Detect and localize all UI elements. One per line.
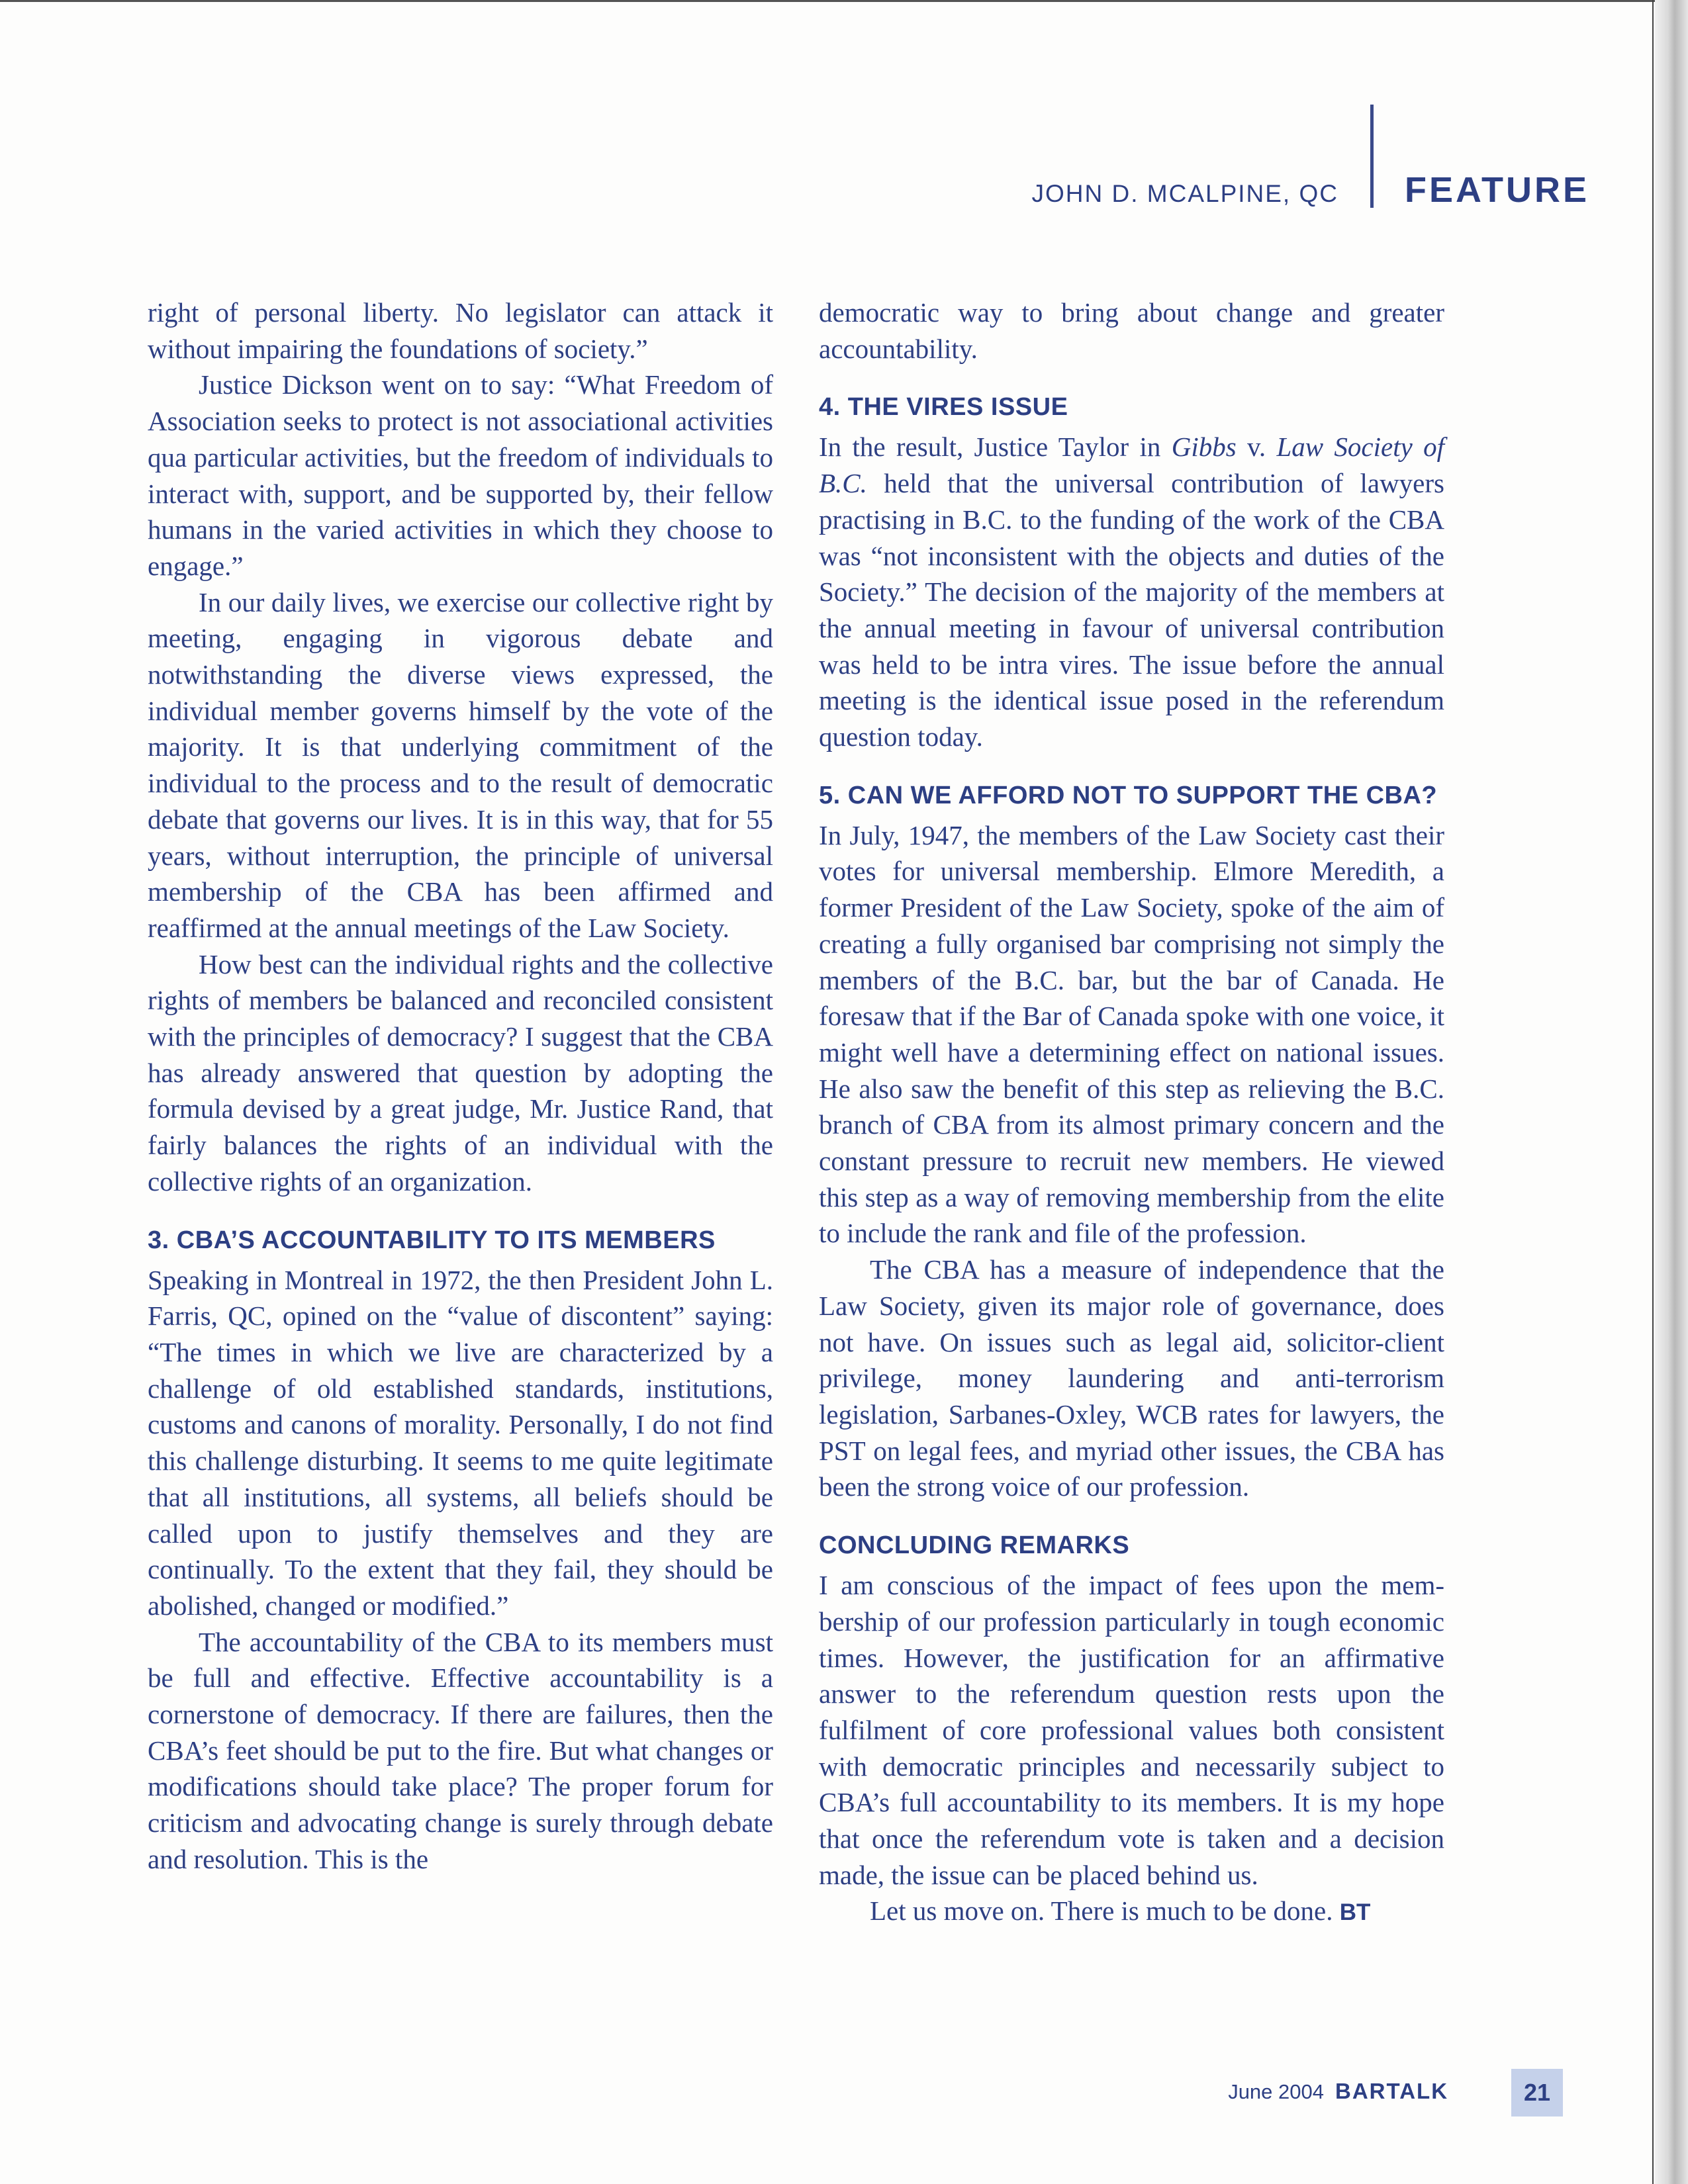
header-section-label: FEATURE (1405, 170, 1589, 210)
section-heading: 4. THE VIRES ISSUE (819, 393, 1068, 422)
left-column (148, 295, 773, 1878)
paragraph: The CBA has a measure of independence that the Law Society, given its major role of governance, does not have. On issues such as legal aid, solicitor-client privilege, money laundering and anti-terrorism legislation, Sarbanes-Oxley, WCB rates for lawyers, the PST on legal fees, and myriad other issues, the CBA has been the strong voice of our profession. (819, 1254, 1444, 1502)
right-column (819, 295, 1444, 1931)
case-name: Law Society of B.C. (819, 432, 1445, 499)
paragraph (819, 429, 1444, 754)
paragraph: right of personal liberty. No legislator can attack it without impairing the foundations of society.” (148, 297, 773, 364)
paragraph: The accountability of the CBA to its members must be full and effective. Effective accountability is a cornerstone of democracy. If there are failures, then the CBA’s feet should be put to the fire. But what changes or modifications should take place? The proper forum for criticism and advocating change is surely through debate and resolution. This is the (148, 1626, 773, 1874)
paragraph: Speaking in Montreal in 1972, the then President John L. Farris, QC, opined on the “value of discontent” saying: “The times in which we live are characterized by a challenge of old established standards, institutions, customs and canons of morality. Personally, I do not find this challenge disturbing. It seems to me quite legitimate that all institutions, all systems, all beliefs should be called upon to justify themselves and they are continually. To the extent that they fail, they should be abolished, changed or modified.” (148, 1264, 773, 1621)
text-run: Let us move on. There is much to be done. (870, 1895, 1340, 1927)
paragraph (819, 1893, 1444, 1931)
header-divider (1370, 105, 1374, 208)
paragraph: democratic way to bring about change and greater accountability. (819, 297, 1444, 364)
page-edge-shadow (1655, 0, 1688, 2184)
text-run: v. (1236, 432, 1277, 463)
top-border-line (0, 0, 1662, 2)
paragraph: In our daily lives, we exercise our collective right by meeting, engaging in vigorous debate and notwithstanding the diverse views expressed, the individual member governs himself by the vote of the majority. It is that underlying commitment of the individual to the process and to the result of democratic debate that governs our lives. It is in this way, that for 55 years, without interruption, the principle of universal membership of the CBA has been affirmed and reaffirmed at the annual meetings of the Law Society. (148, 586, 773, 943)
case-name: Gibbs (1171, 432, 1237, 463)
footer-date: June 2004 (1228, 2080, 1324, 2103)
section-heading: 5. CAN WE AFFORD NOT TO SUPPORT THE CBA? (819, 781, 1438, 809)
section-heading: CONCLUDING REMARKS (819, 1531, 1130, 1560)
page-edge-line (1652, 0, 1654, 2184)
paragraph: How best can the individual rights and the collective rights of members be balanced and reconciled consistent with the principles of democracy? I suggest that the CBA has already answered that question by adopting the formula devised by a great judge, Mr. Justice Rand, that fairly balances the rights of an individual with the collective rights of an organization. (148, 948, 773, 1197)
text-run: held that the universal contribution of lawyers practising in B.C. to the funding of the work of the CBA was “not inconsistent with the objects and duties of the Society.” The decision of the majority of the members at the annual meeting in favour of universal contribution was held to be intra vires. The issue before the annual meeting is the identical issue posed in the referendum question today. (819, 468, 1444, 752)
page-number: 21 (1511, 2069, 1563, 2116)
paragraph: Justice Dickson went on to say: “What Freedom of Association seeks to protect is not associational activities qua particular activities, but the freedom of individuals to interact with, support, and be supported by, their fellow humans in the varied activities in which they choose to engage.” (148, 369, 773, 581)
section-heading: 3. CBA’S ACCOUNTABILITY TO ITS MEMBERS (148, 1226, 716, 1254)
paragraph: In July, 1947, the members of the Law Society cast their votes for universal membership. Elmore Meredith, a former President of the Law Society, spoke of the aim of creating a fully organised bar comprising not simply the members of the B.C. bar, but the bar of Canada. He foresaw that if the Bar of Canada spoke with one voice, it might well have a determining effect on national issues. He also saw the benefit of this step as relieving the B.C. branch of CBA from its almost primary concern and the constant pressure to recruit new members. He viewed this step as a way of removing membership from the elite to include the rank and file of the profession. (819, 819, 1444, 1249)
end-mark: BT (1339, 1899, 1371, 1926)
text-run: In the result, Justice Taylor in (819, 432, 1172, 463)
header-author: JOHN D. MCALPINE, QC (1031, 180, 1338, 207)
footer-magazine-name: BARTALK (1335, 2079, 1449, 2103)
paragraph: I am conscious of the impact of fees upon the membership of our profession particularly in tough economic times. However, the justification for an affirmative answer to the referendum question rests upon the fulfilment of core professional values both consistent with democratic principles and necessarily subject to CBA’s full accountability to its members. It is my hope that once the referendum vote is taken and a decision made, the issue can be placed behind us. (819, 1570, 1444, 1890)
